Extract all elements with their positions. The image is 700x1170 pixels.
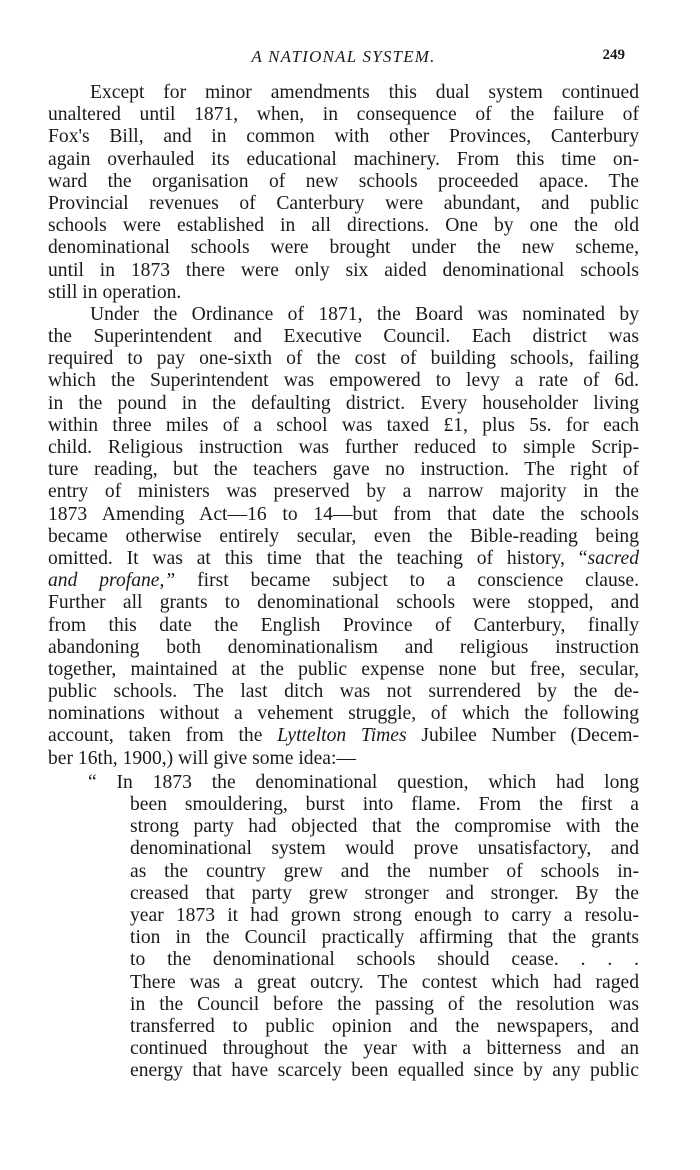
text-line: entry of ministers was preserved by a narrow majority in the xyxy=(48,481,639,503)
page-body xyxy=(48,82,639,1082)
running-title: A NATIONAL SYSTEM. xyxy=(251,47,436,66)
text-line: again overhauled its educational machinery. From this time on- xyxy=(48,148,639,170)
page-number: 249 xyxy=(602,47,625,63)
quote-line: continued throughout the year with a bitterness and an xyxy=(130,1038,639,1060)
text-line: child. Religious instruction was further reduced to simple Scrip- xyxy=(48,437,639,458)
text-line: 1873 Amending Act—16 to 14—but from that date the schools xyxy=(48,503,639,525)
text-line: the Superintendent and Executive Council. Each district was xyxy=(48,326,639,348)
text-run: omitted. It was at this time that the teaching of history, “ xyxy=(48,547,588,569)
text-line: Under the Ordinance of 1871, the Board was nominated by xyxy=(90,303,639,325)
block-quote xyxy=(48,772,639,1083)
text-run: account, taken from the xyxy=(48,725,278,747)
text-line: became otherwise entirely secular, even the Bible-reading being xyxy=(48,525,639,547)
text-run: first became subject to a conscience clause. xyxy=(175,570,639,592)
text-line: ber 16th, 1900,) will give some idea:— xyxy=(48,747,356,769)
text-line: still in operation. xyxy=(48,281,182,303)
text-line: public schools. The last ditch was not surrendered by the de- xyxy=(48,681,639,703)
quote-line: creased that party grew stronger and stronger. By the xyxy=(130,882,639,904)
text-run: Jubilee Number (Decem- xyxy=(406,725,639,747)
quote-line: year 1873 it had grown strong enough to carry a resolu- xyxy=(130,904,639,926)
text-line: ture reading, but the teachers gave no instruction. The right of xyxy=(48,459,639,481)
paragraph-1 xyxy=(48,82,639,304)
text-line: together, maintained at the public expense none but free, secular, xyxy=(48,658,639,680)
italic-run: Lyttelton Times xyxy=(277,725,407,747)
quote-line: strong party had objected that the compromise with the xyxy=(130,816,639,838)
text-line: in the pound in the defaulting district. Every householder living xyxy=(48,392,639,414)
quote-line: to the denominational schools should cease. . . . xyxy=(130,949,639,971)
paragraph-2 xyxy=(48,304,639,770)
text-line: unaltered until 1871, when, in consequence of the failure of xyxy=(48,104,639,126)
text-line: abandoning both denominationalism and religious instruction xyxy=(48,636,639,658)
text-line-with-italic xyxy=(48,570,639,592)
text-line: ward the organisation of new schools proceeded apace. The xyxy=(48,170,639,192)
quote-line: been smouldering, burst into flame. From the first a xyxy=(130,794,639,815)
text-line: denominational schools were brought under the new scheme, xyxy=(48,237,639,259)
quote-line: There was a great outcry. The contest which had raged xyxy=(130,971,639,993)
text-line: within three miles of a school was taxed £1, plus 5s. for each xyxy=(48,414,639,436)
italic-run: sacred xyxy=(587,547,639,569)
text-line: from this date the English Province of Canterbury, finally xyxy=(48,614,639,636)
text-line: which the Superintendent was empowered to levy a rate of 6d. xyxy=(48,370,639,392)
text-line: nominations without a vehement struggle, of which the following xyxy=(48,703,639,725)
text-line: Further all grants to denominational schools were stopped, and xyxy=(48,592,639,614)
italic-run: and profane,” xyxy=(48,570,176,592)
page-header xyxy=(48,45,639,69)
quote-line: denominational system would prove unsatisfactory, and xyxy=(130,838,639,860)
quote-line: transferred to public opinion and the newspapers, and xyxy=(130,1015,639,1037)
quote-line: in the Council before the passing of the resolution was xyxy=(130,993,639,1015)
text-line-with-italic xyxy=(48,725,639,747)
text-line: Provincial revenues of Canterbury were abundant, and public xyxy=(48,192,639,214)
quote-line: energy that have scarcely been equalled since by any public xyxy=(130,1060,639,1082)
quote-line: as the country grew and the number of schools in- xyxy=(130,860,639,882)
quote-line: tion in the Council practically affirming that the grants xyxy=(130,927,639,949)
text-line-with-italic xyxy=(48,548,639,570)
text-line: until in 1873 there were only six aided denominational schools xyxy=(48,259,639,281)
text-line: Fox's Bill, and in common with other Provinces, Canterbury xyxy=(48,126,639,148)
text-line: required to pay one-sixth of the cost of building schools, failing xyxy=(48,348,639,370)
text-line: schools were established in all directions. One by one the old xyxy=(48,215,639,237)
quote-line: “ In 1873 the denominational question, which had long xyxy=(88,771,639,793)
text-line: Except for minor amendments this dual system continued xyxy=(90,82,639,103)
